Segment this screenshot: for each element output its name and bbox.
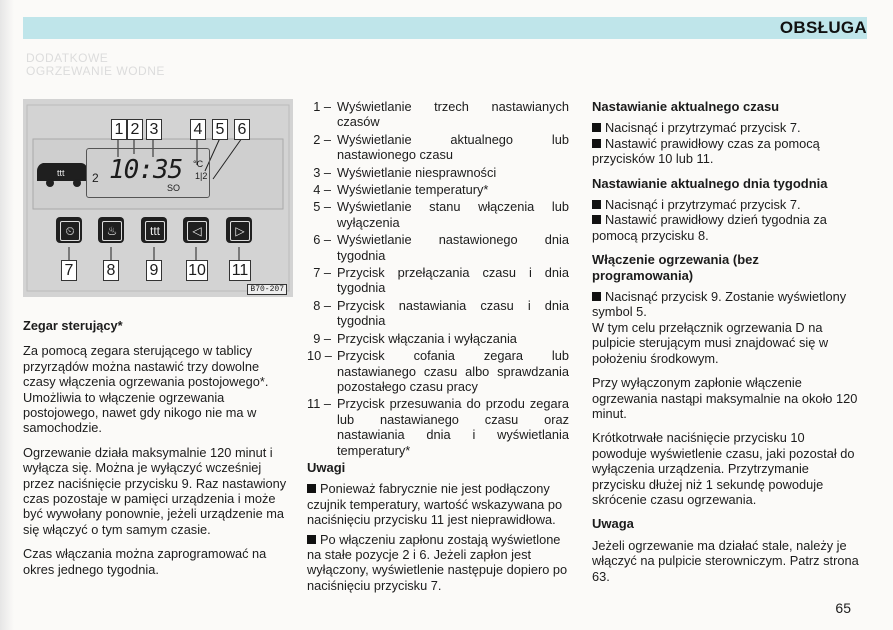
step — [592, 289, 860, 320]
step-text: Nacisnąć i przytrzymać przycisk 7. — [605, 197, 801, 213]
callout-11: 11 — [229, 260, 251, 281]
arrow-left-symbol: ◁ — [187, 221, 207, 241]
step — [592, 120, 860, 135]
legend-text: Przycisk przełączania czasu i dnia tygodnia — [337, 265, 569, 296]
callout-6: 6 — [234, 119, 250, 140]
legend-number: 7 – — [313, 265, 331, 281]
bullet-square-icon — [592, 123, 601, 132]
callout-8: 8 — [103, 260, 119, 281]
bullet-square-icon — [592, 200, 601, 209]
heater-symbol: ttt — [145, 221, 165, 241]
ghost-line: OGRZEWANIE WODNE — [26, 64, 165, 78]
step-text: Nastawić prawidłowy czas za pomocą przycisków 10 lub 11. — [592, 135, 820, 167]
figure-code: B70-207 — [247, 284, 287, 295]
legend-number: 10 – — [307, 348, 332, 364]
ghost-line: DODATKOWE — [26, 51, 109, 65]
legend-text: Wyświetlanie aktualnego lub nastawionego czasu — [337, 131, 569, 163]
flame-symbol: ♨ — [102, 221, 122, 241]
legend-item — [307, 165, 569, 180]
paragraph: Za pomocą zegara sterującego w tablicy przyrządów można nastawić trzy dowolne czasy włączenia ogrzewania postojowego*. Umożliwia to włączenie ogrzewania postojowego, nawet gdy nikogo nie ma w samochodzie. — [23, 343, 269, 436]
legend-text: Wyświetlanie nastawionego dnia tygodnia — [337, 232, 569, 263]
callout-1: 1 — [111, 119, 127, 140]
legend-text: Wyświetlanie niesprawności — [337, 164, 497, 180]
legend-item — [307, 396, 569, 458]
heater-icon[interactable] — [141, 217, 167, 243]
paragraph: Krótkotrwałe naciśnięcie przycisku 10 powoduje wyświetlenie czasu, jaki pozostał do wyłączenia urządzenia. Przytrzymanie przycisku dłużej niż 1 sekundę powoduje skrócenie czasu ogrzewania. — [592, 430, 855, 507]
arrow-right-symbol: ▷ — [230, 221, 250, 241]
right-column — [592, 99, 860, 593]
page-number: 65 — [835, 600, 851, 616]
clock-icon[interactable] — [56, 217, 82, 243]
bullet-square-icon — [307, 484, 316, 493]
step-text: Nacisnąć i przytrzymać przycisk 7. — [605, 120, 801, 136]
arrow-right-icon[interactable] — [226, 217, 252, 243]
header-bar — [23, 17, 858, 39]
legend-text: Przycisk włączania i wyłączania — [337, 330, 517, 346]
legend-number: 11 – — [307, 396, 331, 412]
legend-number: 4 – — [313, 182, 331, 198]
legend-text: Przycisk przesuwania do przodu zegara lub nastawianego czasu oraz nastawiania dnia i wyświetlania temperatury* — [337, 396, 569, 458]
legend-item — [307, 265, 569, 296]
bullet-square-icon — [307, 535, 316, 544]
step — [592, 212, 860, 243]
legend-item — [307, 298, 569, 329]
legend-item — [307, 99, 569, 130]
paragraph: Jeżeli ogrzewanie ma działać stale, należy je włączyć na pulpicie sterowniczym. Patrz strona 63. — [592, 537, 859, 584]
heading: Włączenie ogrzewania (bez programowania) — [592, 252, 759, 283]
paragraph: Ogrzewanie działa maksymalnie 120 minut i wyłącza się. Można je wyłączyć wcześniej przez naciśnięcie przycisku 9. Raz nastawiony czas pozostaje w pamięci urządzenia i może być wywołany ponownie, jeżeli urządzenie ma się włączyć o tym samym czasie. — [23, 444, 287, 537]
bleed-through-text — [26, 52, 196, 78]
callout-9: 9 — [146, 260, 162, 281]
svg-text:ttt: ttt — [57, 168, 65, 178]
middle-column — [307, 99, 569, 602]
note-text: Po włączeniu zapłonu zostają wyświetlone na stałe pozycje 2 i 6. Jeżeli zapłon jest wyłączony, wyświetlenie następuje dopiero po naciśnięciu przycisku 7. — [307, 531, 568, 593]
step-text: Nastawić prawidłowy dzień tygodnia za pomocą przycisku 8. — [592, 212, 827, 243]
legend-text: Przycisk nastawiania czasu i dnia tygodnia — [337, 297, 569, 329]
legend-number: 1 – — [313, 99, 331, 114]
legend-number: 2 – — [313, 131, 331, 147]
bullet-square-icon — [592, 215, 601, 224]
paragraph: W tym celu przełącznik ogrzewania D na pulpicie sterującym musi znajdować się w położeniu środkowym. — [592, 319, 829, 366]
step-text: Nacisnąć przycisk 9. Zostanie wyświetlony symbol 5. — [592, 289, 847, 320]
legend-number: 5 – — [313, 199, 331, 215]
bullet-square-icon — [592, 292, 601, 301]
callout-5: 5 — [212, 119, 228, 140]
callout-3: 3 — [146, 119, 162, 140]
callout-10: 10 — [186, 260, 208, 281]
legend-item — [307, 331, 569, 346]
callout-4: 4 — [190, 119, 206, 140]
paragraph: Przy wyłączonym zapłonie włączenie ogrzewania nastąpi maksymalnie na około 120 minut. — [592, 375, 858, 421]
page-edge-shadow — [0, 0, 14, 630]
callout-2: 2 — [127, 119, 143, 140]
callout-7: 7 — [61, 260, 77, 281]
figure-caption: Zegar sterujący* — [23, 318, 123, 333]
legend-text: Przycisk cofania zegara lub nastawianego czasu albo sprawdzania pozostałego czasu pracy — [337, 348, 569, 394]
legend-text: Wyświetlanie temperatury* — [337, 182, 489, 198]
heading: Nastawianie aktualnego czasu — [592, 99, 780, 114]
legend-item — [307, 348, 569, 394]
paragraph: Czas włączania można zaprogramować na okres jednego tygodnia. — [23, 546, 267, 577]
legend-item — [307, 182, 569, 197]
step — [592, 197, 860, 212]
control-clock-figure — [23, 99, 293, 297]
section-title: OBSŁUGA — [774, 17, 867, 39]
notes-heading: Uwagi — [307, 459, 346, 475]
left-column — [23, 318, 289, 586]
legend-text: Wyświetlanie trzech nastawianych czasów — [337, 99, 569, 130]
note-item — [307, 481, 569, 527]
lcd-so: SO — [167, 183, 181, 193]
legend-list — [307, 99, 569, 458]
flame-icon[interactable] — [98, 217, 124, 243]
step — [592, 136, 860, 167]
legend-number: 3 – — [313, 164, 331, 180]
lcd-left-digit: 2 — [92, 171, 99, 185]
lcd-time: 10:35 — [109, 155, 183, 185]
legend-item — [307, 132, 569, 163]
legend-item — [307, 232, 569, 263]
legend-item — [307, 199, 569, 230]
heading: Uwaga — [592, 516, 634, 532]
heading: Nastawianie aktualnego dnia tygodnia — [592, 175, 828, 191]
lcd-day: 1|2 — [195, 171, 208, 181]
lcd-display — [86, 148, 210, 198]
legend-text: Wyświetlanie stanu włączenia lub wyłączenia — [337, 199, 569, 230]
clock-symbol: ⏲ — [60, 221, 80, 241]
legend-number: 8 – — [313, 297, 331, 313]
legend-number: 9 – — [313, 330, 331, 346]
legend-number: 6 – — [313, 232, 331, 248]
note-text: Ponieważ fabrycznie nie jest podłączony czujnik temperatury, wartość wskazywana po naciśnięciu przycisku 11 jest nieprawidłowa. — [307, 481, 563, 528]
arrow-left-icon[interactable] — [183, 217, 209, 243]
note-item — [307, 532, 569, 594]
bullet-square-icon — [592, 139, 601, 148]
lcd-degree: °C — [193, 159, 204, 169]
